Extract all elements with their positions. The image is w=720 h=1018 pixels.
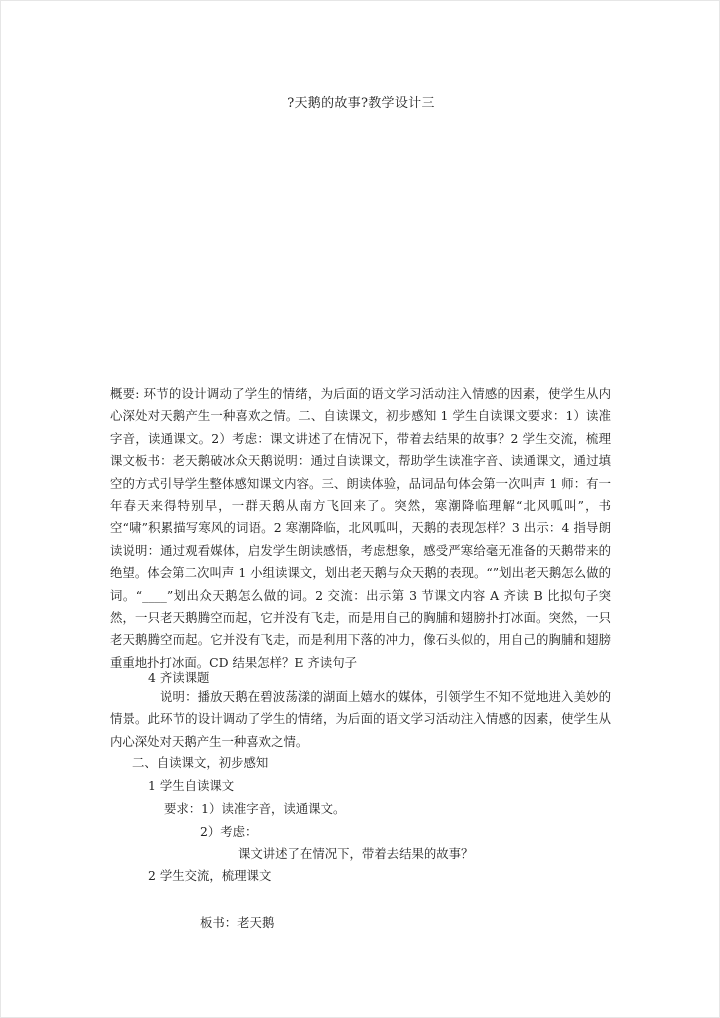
step-self-read: 1 学生自读课文 xyxy=(148,778,235,793)
question-line: 课文讲述了在情况下，带着去结果的故事？ xyxy=(238,846,474,861)
explanation-paragraph: 说明：播放天鹅在碧波荡漾的湖面上嬉水的媒体，引领学生不知不觉地进入美妙的情景。此环节的设计调动了学生的情绪，为后面的语文学习活动注入情感的因素，使学生从内心深处对天鹅产生一种喜欢之情。 xyxy=(110,689,611,749)
summary-paragraph: 概要: 环节的设计调动了学生的情绪，为后面的语文学习活动注入情感的因素，使学生从内心深处对天鹅产生一种喜欢之情。二、自读课文，初步感知 1 学生自读课文要求：1）读准字音，读通课文。2）考虑：课文讲述了在情况下，带着去结果的故事？2 学生交流，梳理课文板书：老天鹅破冰众天鹅说明：通过自读课文，帮助学生读准字音、读通课文，通过填空的方式引导学生整体感知课文内容。三、朗读体验，品词品句体会第一次叫声 1 师：有一年春天来得特别早，一群天鹅从南方飞回来了。突然，寒潮降临理解“北风呱叫”，书空“啸”积累描写寒风的词语。2 寒潮降临，北风呱叫，天鹅的表现怎样？3 出示：4 指导朗读说明：通过观看媒体，启发学生朗读感悟，考虑想象，感受严寒给毫无准备的天鹅带来的绝望。体会第二次叫声 1 小组读课文，划出老天鹅与众天鹅的表现。“”划出老天鹅怎么做的词。“____”划出众天鹅怎么做的词。2 交流：出示第 3 节课文内容 A 齐读 B 比拟句子突然，一只老天鹅腾空而起，它并没有飞走，而是用自己的胸脯和翅膀扑打冰面。突然，一只老天鹅腾空而起。它并没有飞走，而是利用下落的冲力，像石头似的，用自己的胸脯和翅膀重重地扑打冰面。CD 结果怎样？E 齐读句子 xyxy=(110,386,611,670)
document-title: ?天鹅的故事?教学设计三 xyxy=(287,96,435,111)
blackboard-line: 板书：老天鹅 xyxy=(200,915,275,930)
step-discuss: 2 学生交流，梳理课文 xyxy=(148,868,272,883)
line-read-title: 4 齐读课题 xyxy=(148,670,210,685)
section-heading: 二、自读课文，初步感知 xyxy=(132,755,269,770)
requirement-line: 要求：1）读准字音，读通课文。 xyxy=(164,801,346,816)
think-line: 2）考虑： xyxy=(200,824,258,839)
